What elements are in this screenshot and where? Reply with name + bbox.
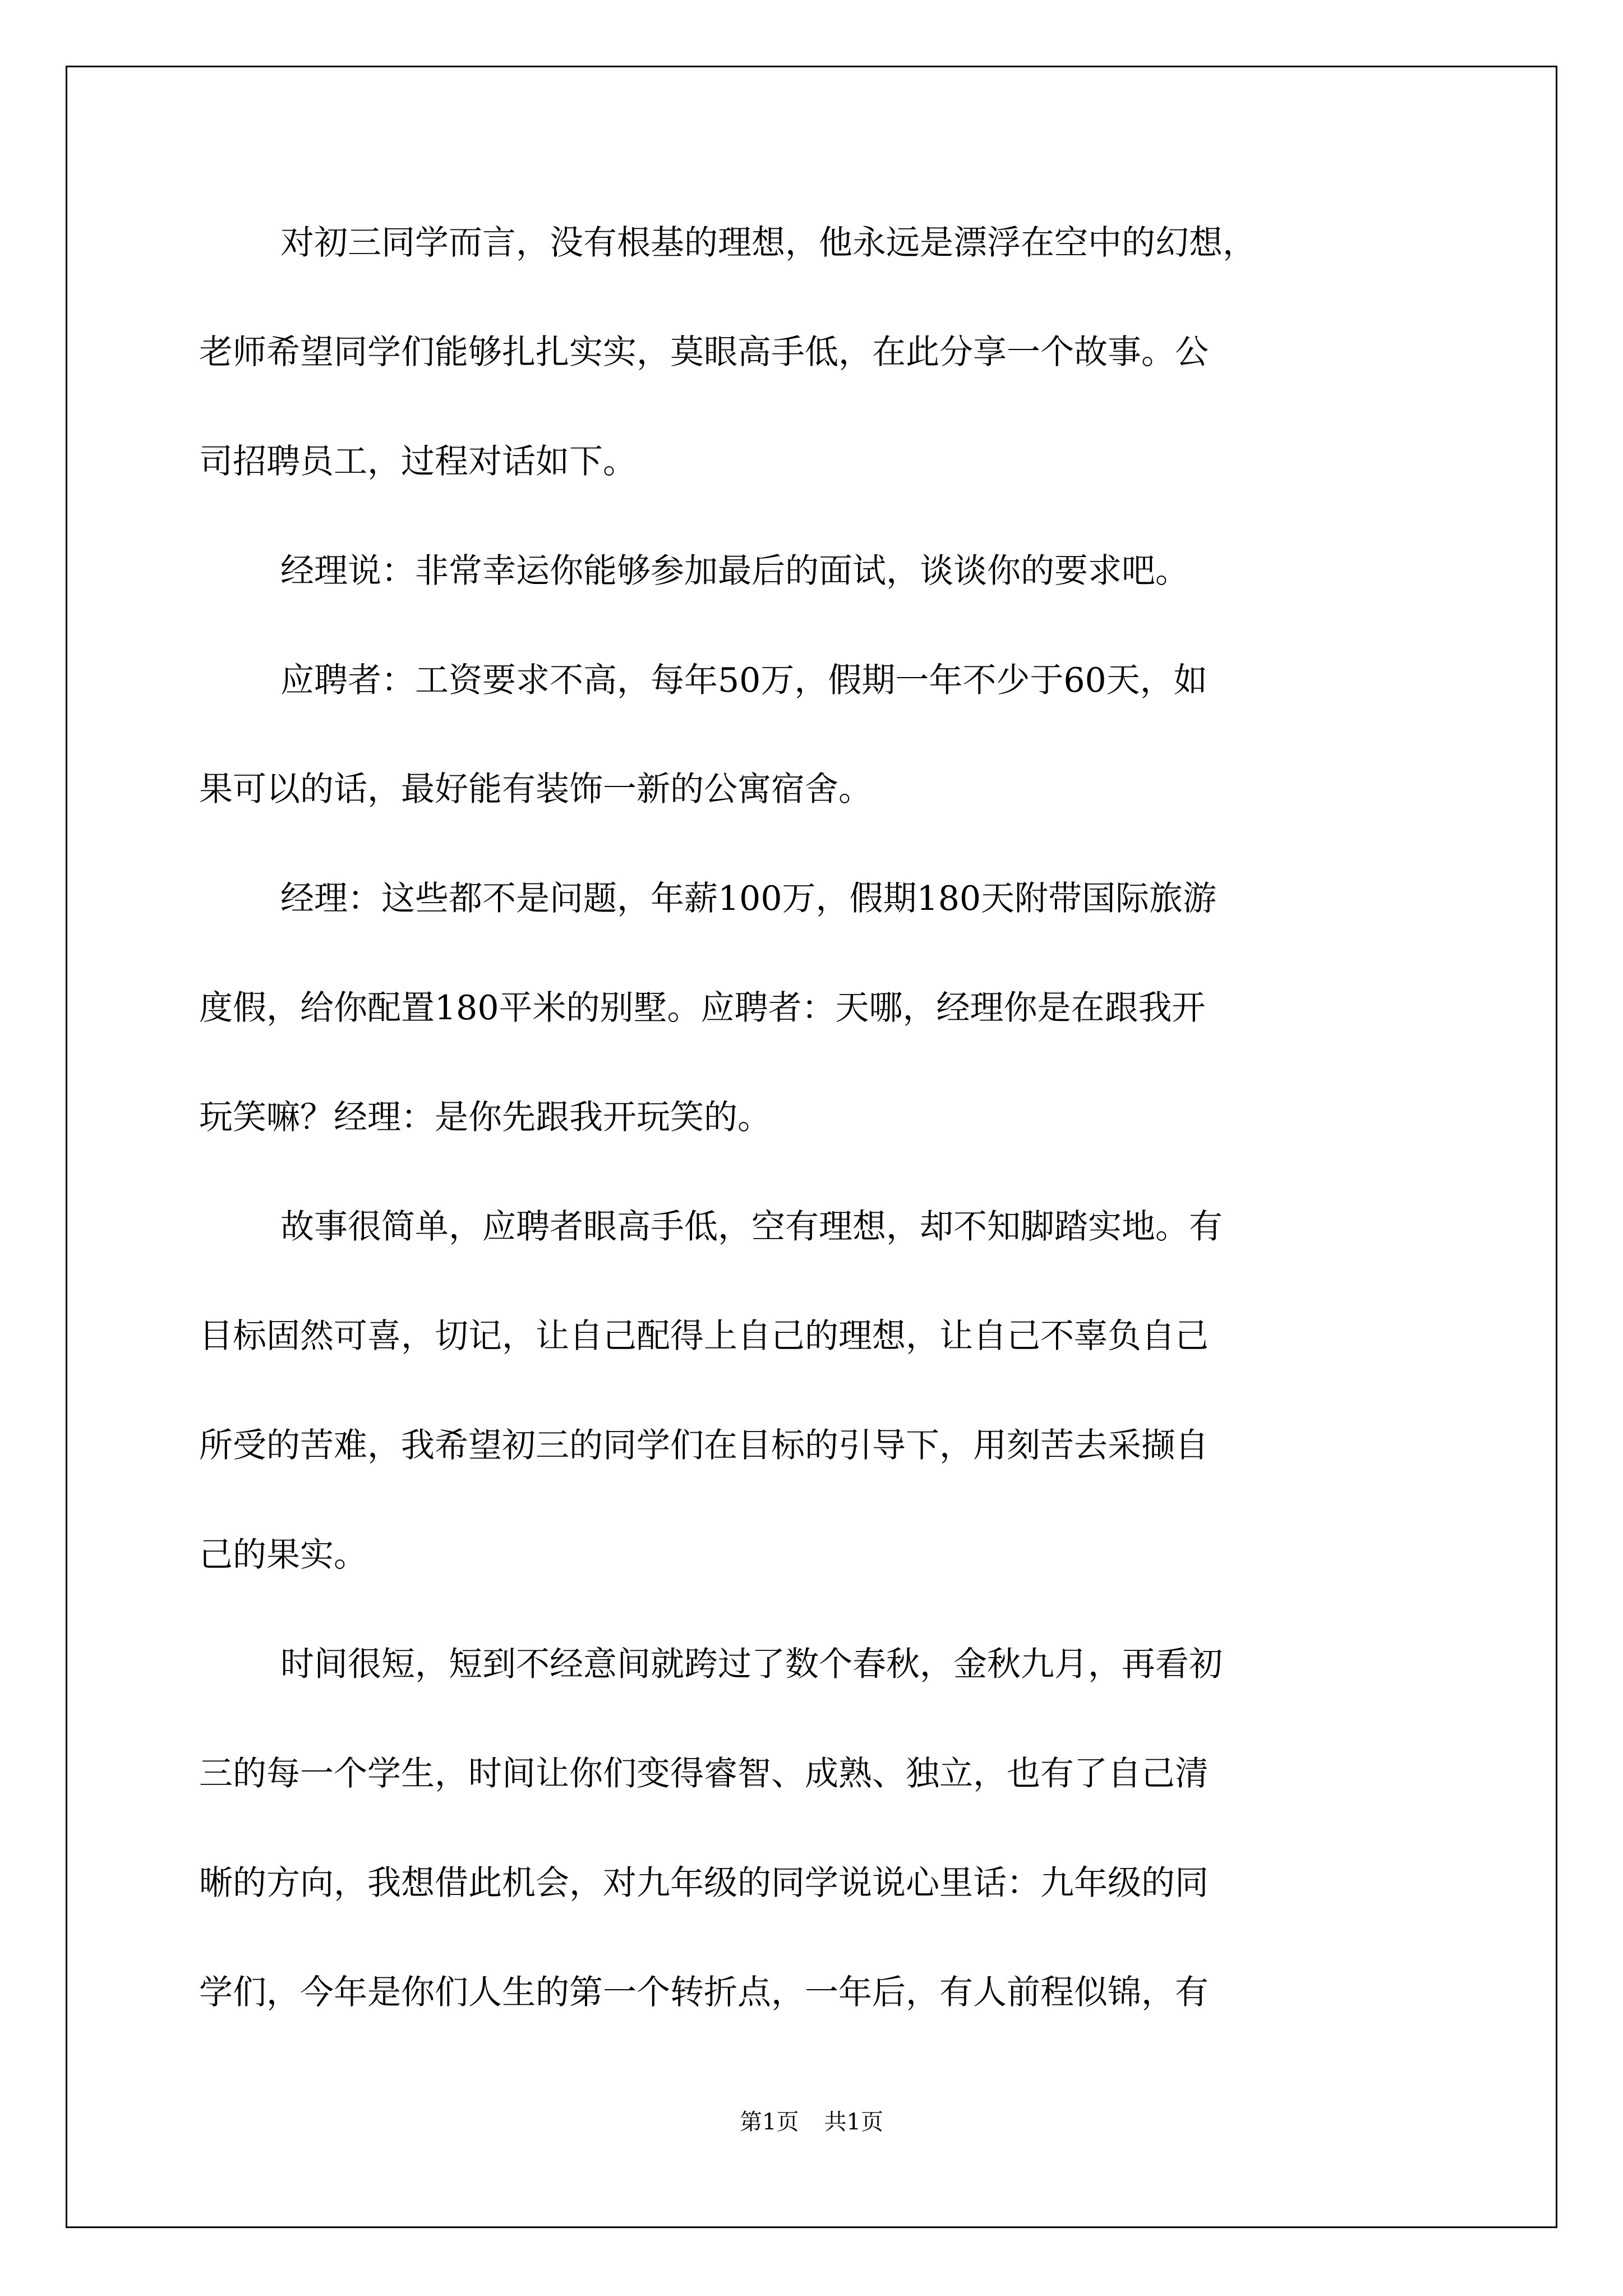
text-line: 应聘者：工资要求不高，每年50万，假期一年不少于60天，如: [280, 661, 1207, 700]
text-line: 经理说：非常幸运你能够参加最后的面试，谈谈你的要求吧。: [280, 551, 1189, 591]
text-line: 经理：这些都不是问题，年薪100万，假期180天附带国际旅游: [280, 879, 1217, 918]
text-line: 时间很短，短到不经意间就跨过了数个春秋，金秋九月，再看初: [280, 1645, 1223, 1684]
text-line: 己的果实。: [199, 1535, 367, 1575]
page-total: 共1页: [824, 2109, 883, 2135]
text-line: 三的每一个学生，时间让你们变得睿智、成熟、独立，也有了自己清: [199, 1754, 1209, 1793]
page-footer: [0, 2108, 1623, 2136]
text-line: 学们，今年是你们人生的第一个转折点，一年后，有人前程似锦，有: [199, 1973, 1209, 2012]
text-line: 晰的方向，我想借此机会，对九年级的同学说说心里话：九年级的同: [199, 1864, 1209, 1903]
text-line: 度假，给你配置180平米的别墅。应聘者：天哪，经理你是在跟我开: [199, 988, 1206, 1028]
text-line: 玩笑嘛？经理：是你先跟我开玩笑的。: [199, 1098, 771, 1137]
text-line: 对初三同学而言，没有根基的理想，他永远是漂浮在空中的幻想，: [280, 223, 1256, 263]
page-border: [66, 66, 1557, 2228]
text-line: 所受的苦难，我希望初三的同学们在目标的引导下，用刻苦去采撷自: [199, 1426, 1209, 1465]
text-line: 目标固然可喜，切记，让自己配得上自己的理想，让自己不辜负自己: [199, 1317, 1209, 1356]
text-line: 故事很简单，应聘者眼高手低，空有理想，却不知脚踏实地。有: [280, 1207, 1223, 1246]
text-line: 果可以的话，最好能有装饰一新的公寓宿舍。: [199, 770, 872, 809]
text-line: 老师希望同学们能够扎扎实实，莫眼高手低，在此分享一个故事。公: [199, 333, 1209, 372]
page-number: 第1页: [740, 2109, 799, 2135]
text-line: 司招聘员工，过程对话如下。: [199, 442, 637, 481]
